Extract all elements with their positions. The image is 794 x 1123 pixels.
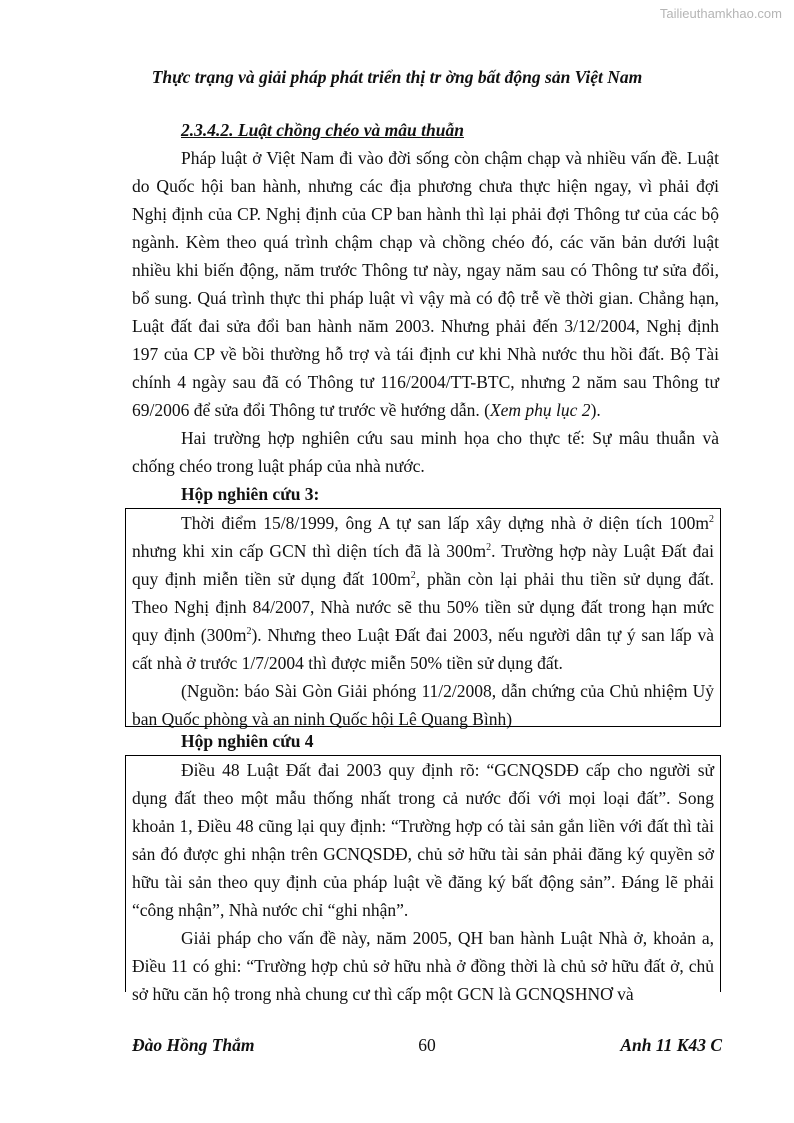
footer-class: Anh 11 K43 C — [620, 1035, 722, 1055]
text-segment: ). Nhưng theo Luật Đất đai 2003, nếu người dân tự ý san lấp và cất nhà ở trước 1/7/2004 thì được miễn 50% tiền sử dụng đất. — [132, 625, 714, 673]
main-content — [132, 116, 719, 1004]
case-study-4-box — [125, 755, 721, 1004]
section-title: 2.3.4.2. Luật chồng chéo và mâu thuẫn — [181, 120, 464, 140]
case-study-3-source: (Nguồn: báo Sài Gòn Giải phóng 11/2/2008, dẫn chứng của Chủ nhiệm Uỷ ban Quốc phòng và an ninh Quốc hội Lê Quang Bình) — [132, 681, 714, 729]
superscript: 2 — [246, 626, 252, 637]
watermark: Tailieuthamkhao.com — [659, 6, 782, 21]
case-study-3-title: Hộp nghiên cứu 3: — [181, 484, 320, 504]
text-segment: Thời điểm 15/8/1999, ông A tự san lấp xây dựng nhà ở diện tích 100m — [181, 513, 709, 533]
case-study-4-paragraph-2: Giải pháp cho vấn đề này, năm 2005, QH ban hành Luật Nhà ở, khoản a, Điều 11 có ghi: “Trường hợp chủ sở hữu nhà ở đồng thời là chủ sở hữu đất ở, chủ sở hữu căn hộ trong nhà chung cư thì cấp một GCN là GCNQSHNƠ và — [132, 928, 714, 1004]
case-study-3-box — [125, 508, 721, 727]
paragraph-1-text: Pháp luật ở Việt Nam đi vào đời sống còn chậm chạp và nhiều vấn đề. Luật do Quốc hội ban hành, nhưng các địa phương chưa thực hiện ngay, vì phải đợi Nghị định của CP. Nghị định của CP ban hành thì lại phải đợi Thông tư của các bộ ngành. Kèm theo quá trình chậm chạp và chồng chéo đó, các văn bản dưới luật nhiều khi biến động, năm trước Thông tư này, ngay năm sau có Thông tư sửa đổi, bổ sung. Quá trình thực thi pháp luật vì vậy mà có độ trễ về thời gian. Chẳng hạn, Luật đất đai sửa đổi ban hành năm 2003. Nhưng phải đến 3/12/2004, Nghị định 197 của CP về bồi thường hỗ trợ và tái định cư khi Nhà nước thu hồi đất. Bộ Tài chính 4 ngày sau đã có Thông tư 116/2004/TT-BTC, nhưng 2 năm sau Thông tư 69/2006 để sửa đổi Thông tư trước về hướng dẫn. ( — [132, 148, 719, 420]
superscript: 2 — [709, 514, 714, 525]
text-segment: . Trường hợp này Luật Đất đai quy định miễn tiền sử dụng đất 100m — [132, 541, 715, 589]
paragraph-2: Hai trường hợp nghiên cứu sau minh họa cho thực tế: Sự mâu thuẫn và chống chéo trong luật pháp của nhà nước. — [132, 428, 719, 476]
superscript: 2 — [410, 570, 416, 581]
page-header-title: Thực trạng và giải pháp phát triển thị tr ờng bất động sản Việt Nam — [151, 67, 643, 87]
text-segment: nhưng khi xin cấp GCN thì diện tích đã là 300m — [132, 541, 487, 561]
footer-author: Đào Hồng Thắm — [132, 1035, 255, 1055]
page-footer — [132, 1035, 722, 1059]
appendix-reference: Xem phụ lục 2 — [489, 400, 591, 420]
superscript: 2 — [486, 542, 492, 553]
page-number: 60 — [418, 1035, 436, 1055]
case-study-3-text — [132, 509, 714, 677]
paragraph-1 — [132, 144, 719, 424]
paragraph-1-end: ). — [590, 400, 601, 420]
case-study-4-title: Hộp nghiên cứu 4 — [181, 731, 314, 751]
text-segment: , phần còn lại phải thu tiền sử dụng đất. Theo Nghị định 84/2007, Nhà nước sẽ thu 50% tiền sử dụng đất trong hạn mức quy định (300m — [132, 569, 714, 645]
case-study-4-paragraph-1: Điều 48 Luật Đất đai 2003 quy định rõ: “GCNQSDĐ cấp cho người sử dụng đất theo một mẫu thống nhất trong cả nước đối với mọi loại đất”. Song khoản 1, Điều 48 cũng lại quy định: “Trường hợp có tài sản gắn liền với đất thì tài sản đó được ghi nhận trên GCNQSDĐ, chủ sở hữu tài sản phải đăng ký quyền sở hữu tài sản theo quy định của pháp luật về đăng ký bất động sản”. Đáng lẽ phải “công nhận”, Nhà nước chỉ “ghi nhận”. — [132, 760, 714, 920]
